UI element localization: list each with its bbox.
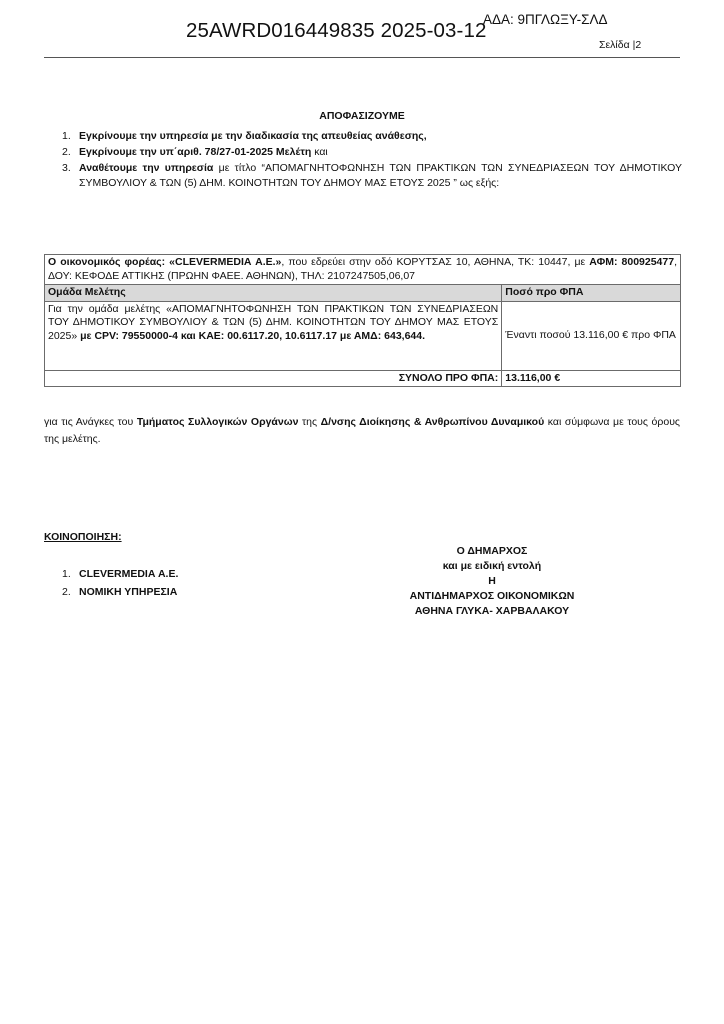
- decision-text-rest: και: [311, 146, 328, 158]
- contract-table: [44, 254, 681, 387]
- total-row: [45, 370, 681, 387]
- header-divider: [44, 57, 680, 58]
- closing-paragraph: [44, 414, 680, 448]
- contractor-label: Ο οικονομικός φορέας: «CLEVERMEDIA Α.Ε.»: [48, 256, 282, 268]
- signature-line: Ο ΔΗΜΑΡΧΟΣ: [456, 545, 528, 557]
- total-value: 13.116,00 €: [502, 370, 681, 387]
- column-header-amount: Ποσό προ ΦΠΑ: [502, 285, 681, 302]
- table-header-row: [45, 285, 681, 302]
- signature-line: ΑΘΗΝΑ ΓΛΥΚΑ- ΧΑΡΒΑΛΑΚΟΥ: [414, 605, 570, 617]
- list-number: 1.: [62, 568, 71, 580]
- decision-list: [62, 129, 682, 192]
- decision-number: 2.: [62, 146, 71, 158]
- decision-number: 3.: [62, 162, 71, 174]
- amount-cell: Έναντι ποσού 13.116,00 € προ ΦΠΑ: [502, 301, 681, 370]
- decision-text: Εγκρίνουμε την υπηρεσία με την διαδικασία της απευθείας ανάθεσης,: [79, 130, 427, 142]
- total-label: ΣΥΝΟΛΟ ΠΡΟ ΦΠΑ:: [45, 370, 502, 387]
- decision-item-3: [62, 161, 682, 191]
- contractor-row: [45, 255, 681, 285]
- column-header-group: Ομάδα Μελέτης: [45, 285, 502, 302]
- decision-item-1: [62, 129, 682, 144]
- study-codes: με CPV: 79550000-4 και ΚΑΕ: 00.6117.20, 10.6117.17 με ΑΜΔ: 643,644.: [77, 329, 426, 342]
- contractor-address: , που εδρεύει στην οδό ΚΟΡΥΤΣΑΣ 10, ΑΘΗΝΑ, ΤΚ: 10447, με: [281, 256, 590, 268]
- signature-line: Η: [488, 575, 496, 587]
- decision-text: Αναθέτουμε την υπηρεσία: [79, 162, 214, 174]
- decision-item-2: [62, 145, 682, 160]
- decision-text-rest: με τίτλο “ΑΠΟΜΑΓΝΗΤΟΦΩΝΗΣΗ ΤΩΝ ΠΡΑΚΤΙΚΩΝ ΤΩΝ ΣΥΝΕΔΡΙΑΣΕΩΝ ΤΟΥ ΔΗΜΟΤΙΚΟΥ ΣΥΜΒΟΥΛΙΟΥ & ΤΩΝ (5) ΔΗΜ. ΚΟΙΝΟΤΗΤΩΝ ΤΟΥ ΔΗΜΟΥ ΜΑΣ ΕΤΟΥΣ 2025 ” ως εξής:: [79, 162, 682, 189]
- closing-text: και σύμφωνα με τους όρους της μελέτης.: [44, 416, 680, 445]
- contractor-afm: ΑΦΜ: 800925477: [589, 256, 675, 268]
- study-description: Για την ομάδα μελέτης «ΑΠΟΜΑΓΝΗΤΟΦΩΝΗΣΗ ΤΩΝ ΠΡΑΚΤΙΚΩΝ ΤΩΝ ΣΥΝΕΔΡΙΑΣΕΩΝ ΤΟΥ ΔΗΜΟΤΙΚΟΥ ΣΥΜΒΟΥΛΙΟΥ & ΤΩΝ (5) ΔΗΜ. ΚΟΙΝΟΤΗΤΩΝ ΤΟΥ ΔΗΜΟΥ ΜΑΣ ΕΤΟΥΣ 2025»: [48, 302, 499, 342]
- ada-stamp: ΑΔΑ: 9ΠΓΛΩΞΥ-ΣΛΔ: [483, 12, 608, 27]
- signature-line: και με ειδική εντολή: [442, 560, 542, 572]
- signature-line: ΑΝΤΙΔΗΜΑΡΧΟΣ ΟΙΚΟΝΟΜΙΚΩΝ: [409, 590, 575, 602]
- notification-list: [62, 565, 178, 601]
- document-id-stamp: 25AWRD016449835 2025-03-12: [186, 19, 487, 42]
- page-number: Σελίδα |2: [599, 39, 642, 51]
- study-description-cell: [45, 301, 502, 370]
- directorate-name: Δ/νσης Διοίκησης & Ανθρωπίνου Δυναμικού: [320, 416, 545, 428]
- decision-number: 1.: [62, 130, 71, 142]
- list-item: [62, 565, 178, 583]
- recipient-name: CLEVERMEDIA Α.Ε.: [79, 568, 179, 580]
- decision-heading: ΑΠΟΦΑΣΙΖΟΥΜΕ: [319, 110, 405, 122]
- decision-text: Εγκρίνουμε την υπ΄αριθ. 78/27-01-2025 Μελέτη: [79, 146, 312, 158]
- closing-text: της: [298, 416, 321, 428]
- table-row: [45, 301, 681, 370]
- contractor-details: , ΔΟΥ: ΚΕΦΟΔΕ ΑΤΤΙΚΗΣ (ΠΡΩΗΝ ΦΑΕΕ. ΑΘΗΝΩΝ), ΤΗΛ: 2107247505,06,07: [48, 256, 677, 282]
- recipient-name: ΝΟΜΙΚΗ ΥΠΗΡΕΣΙΑ: [79, 586, 178, 598]
- notification-title: ΚΟΙΝΟΠΟΙΗΣΗ:: [44, 531, 122, 543]
- signature-block: [382, 544, 602, 619]
- closing-text: για τις Ανάγκες του: [44, 416, 137, 428]
- department-name: Τμήματος Συλλογικών Οργάνων: [136, 416, 299, 428]
- list-item: [62, 583, 178, 601]
- contractor-cell: [45, 255, 681, 285]
- list-number: 2.: [62, 586, 71, 598]
